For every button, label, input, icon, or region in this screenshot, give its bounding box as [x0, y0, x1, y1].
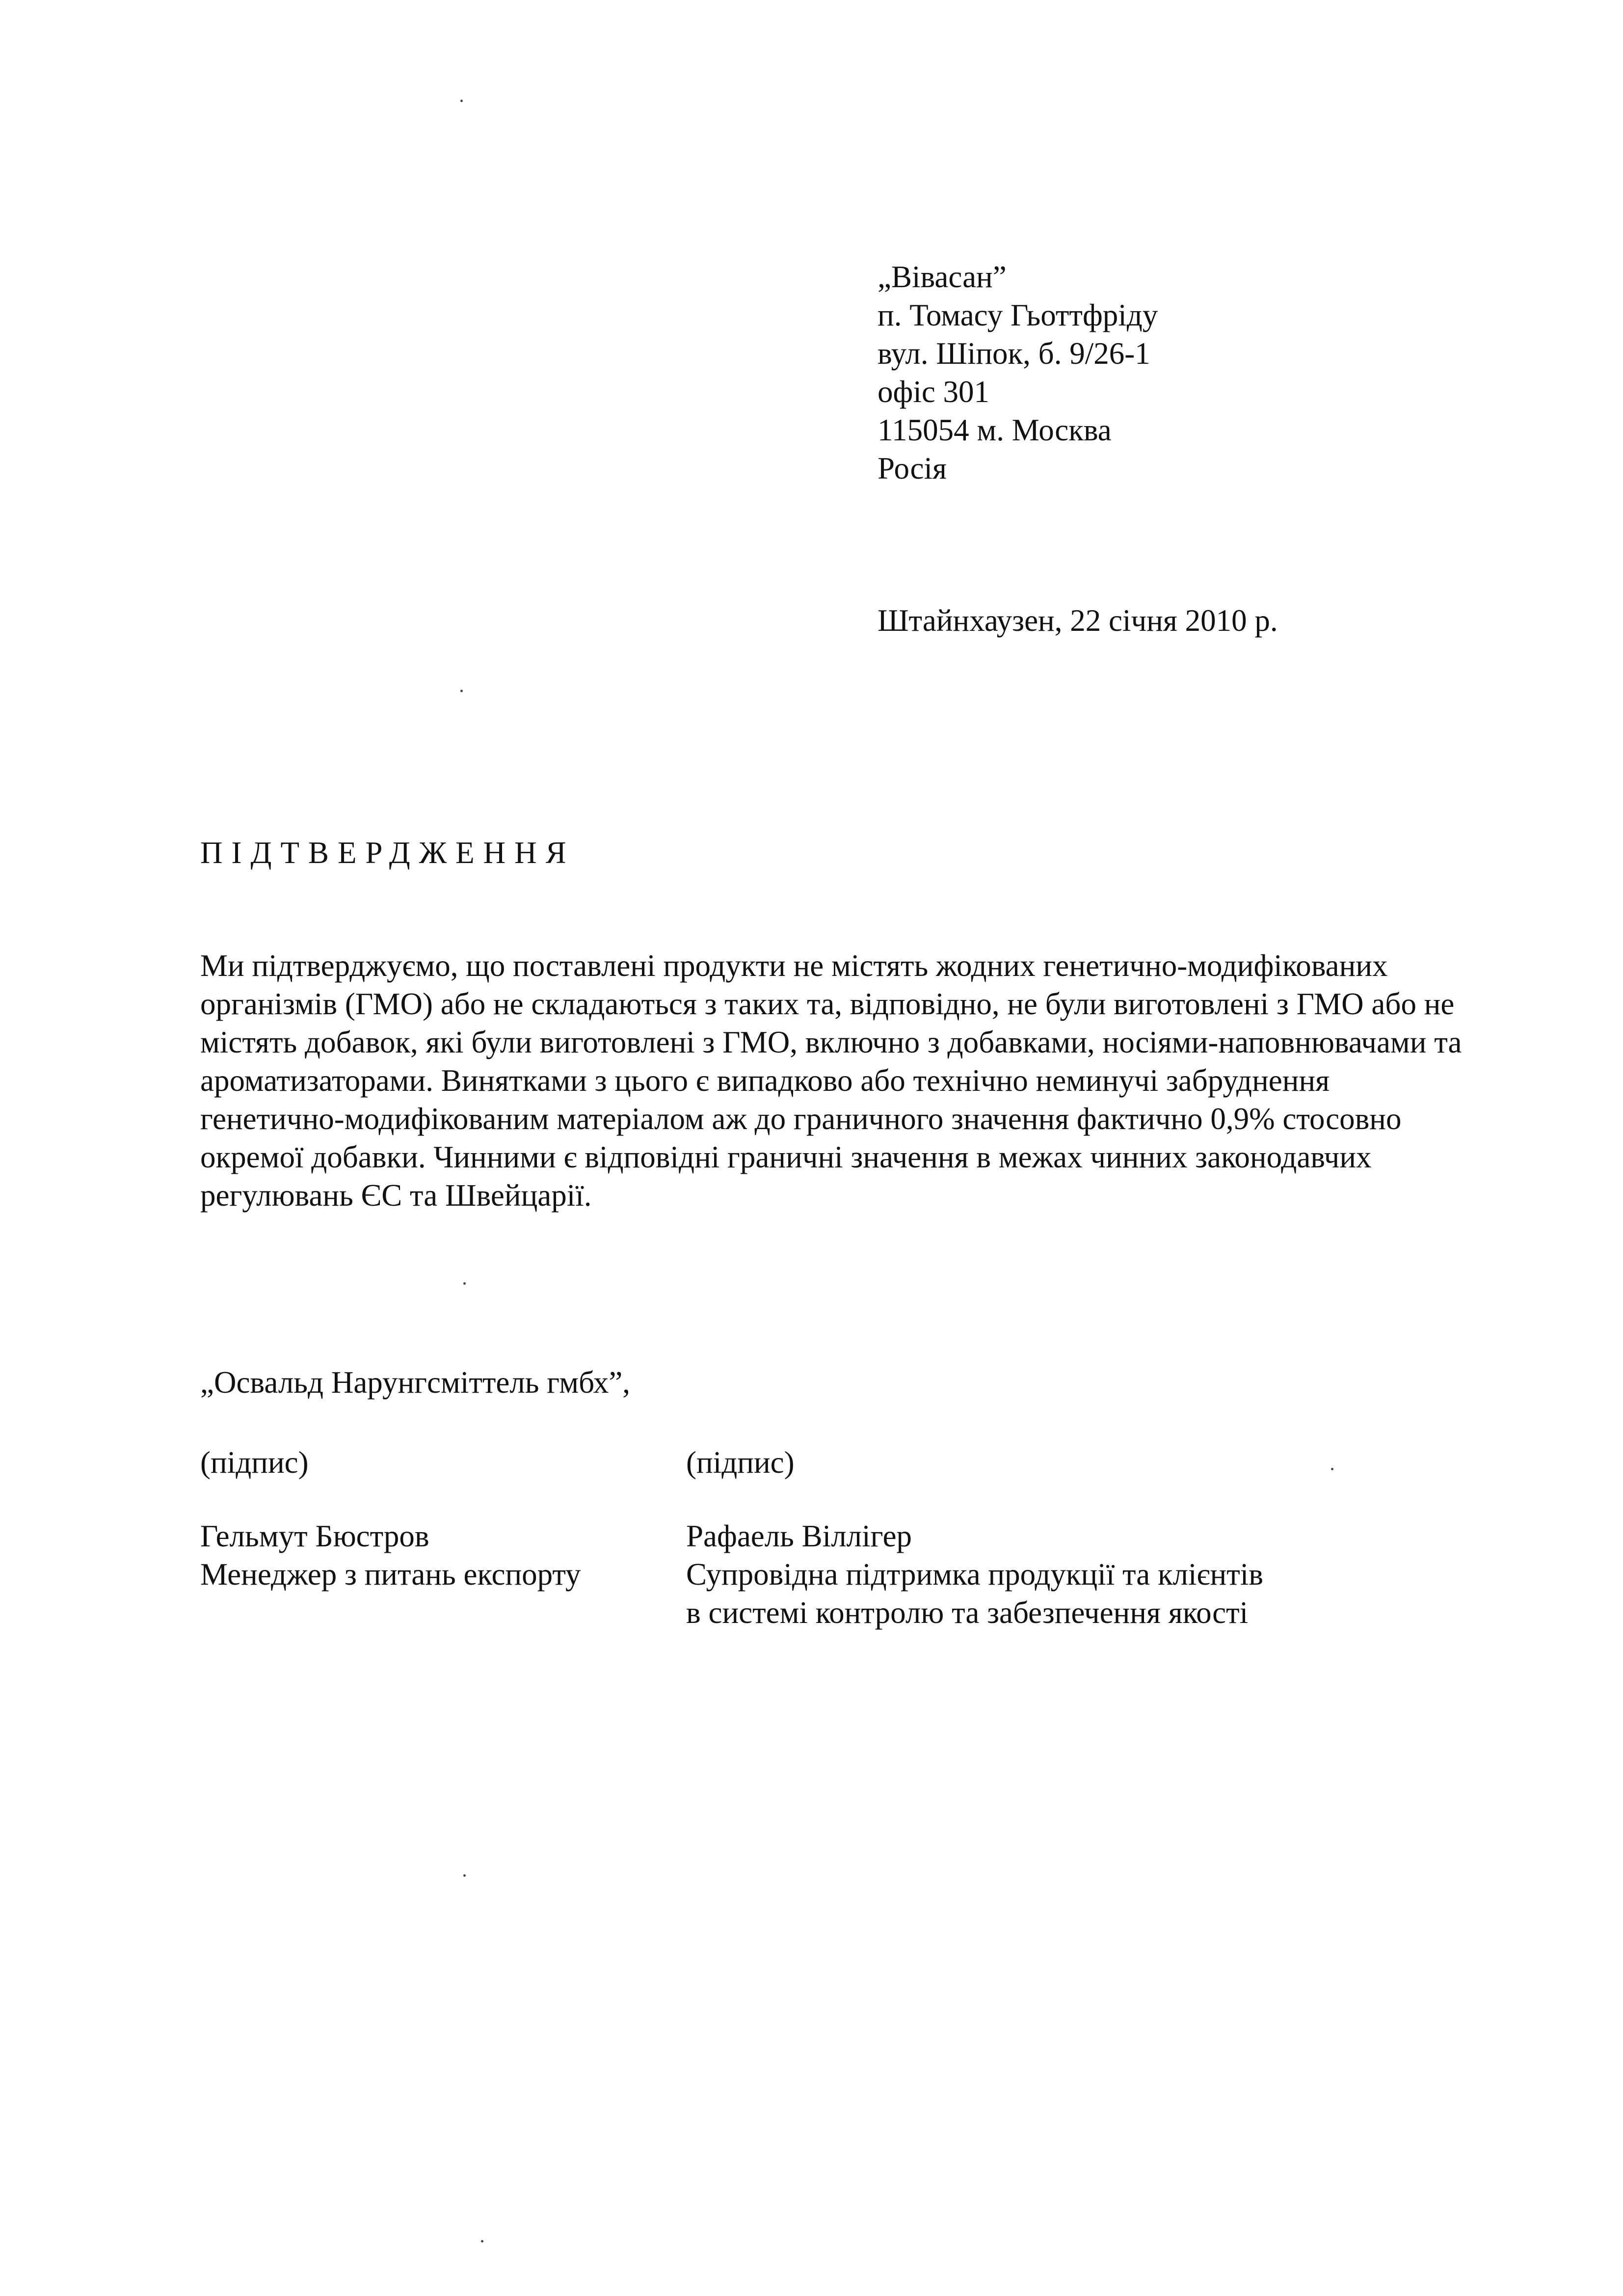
body-line: організмів (ГМО) або не складаються з таких та, відповідно, не були виготовлені з ГМО або не	[200, 987, 1455, 1021]
document-heading: ПІДТВЕРДЖЕННЯ	[200, 836, 575, 870]
body-line: генетично-модифікованим матеріалом аж до граничного значення фактично 0,9% стосовно	[200, 1102, 1402, 1136]
body-line: ароматизаторами. Винятками з цього є випадково або технічно неминучі забруднення	[200, 1063, 1330, 1098]
date-line: Штайнхаузен, 22 січня 2010 р.	[878, 603, 1278, 638]
scan-speck	[463, 1874, 466, 1877]
left-signatory	[200, 1517, 581, 1594]
recipient-office: офіс 301	[878, 375, 990, 409]
scan-speck	[463, 1282, 466, 1285]
body-line: містять добавок, які були виготовлені з ГМО, включно з добавками, носіями-наповнювачами та	[200, 1025, 1462, 1059]
right-signatory	[686, 1517, 1263, 1632]
sender-company: „Освальд Нарунгсміттель гмбх”,	[200, 1365, 631, 1400]
left-signatory-title: Менеджер з питань експорту	[200, 1557, 581, 1592]
left-signature-placeholder: (підпис)	[200, 1445, 309, 1480]
scan-speck	[460, 100, 463, 102]
body-line: регулювань ЄС та Швейцарії.	[200, 1178, 592, 1213]
scan-speck	[481, 2240, 483, 2242]
recipient-street: вул. Шіпок, б. 9/26-1	[878, 336, 1150, 371]
recipient-country: Росія	[878, 451, 947, 486]
recipient-address	[878, 258, 1158, 487]
recipient-person: п. Томасу Гьоттфріду	[878, 298, 1158, 332]
scan-speck	[1331, 1468, 1333, 1470]
scan-speck	[460, 690, 463, 692]
right-signatory-title: в системі контролю та забезпечення якості	[686, 1595, 1249, 1630]
right-signatory-title: Супровідна підтримка продукції та клієнтів	[686, 1557, 1264, 1592]
recipient-city: 115054 м. Москва	[878, 413, 1112, 447]
left-signatory-name: Гельмут Бюстров	[200, 1519, 429, 1553]
right-signature-placeholder: (підпис)	[686, 1445, 795, 1480]
body-line: Ми підтверджуємо, що поставлені продукти не містять жодних генетично-модифікованих	[200, 948, 1388, 983]
recipient-company: „Вівасан”	[878, 260, 1007, 294]
right-signatory-name: Рафаель Віллігер	[686, 1519, 912, 1553]
body-line: окремої добавки. Чинними є відповідні граничні значення в межах чинних законодавчих	[200, 1140, 1372, 1174]
body-paragraph	[200, 946, 1462, 1215]
